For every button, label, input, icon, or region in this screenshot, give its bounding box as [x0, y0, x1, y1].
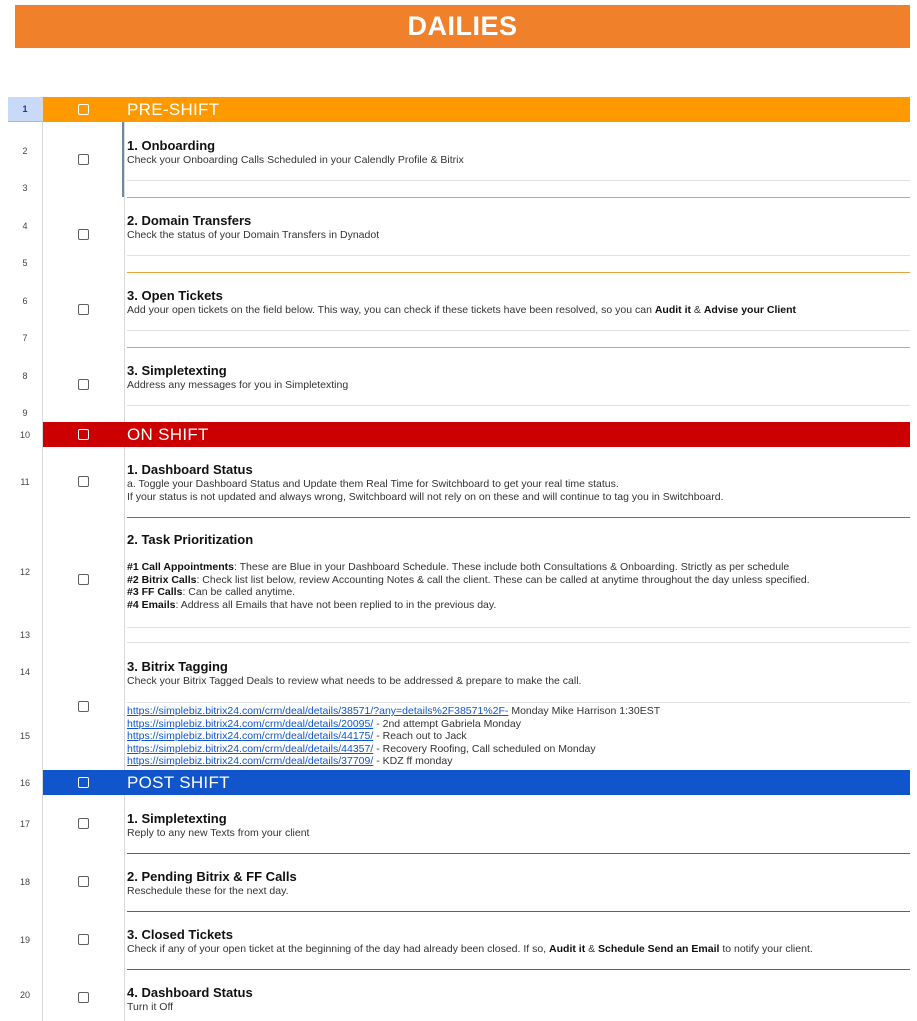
section-pre-shift-checkbox[interactable]	[78, 104, 89, 115]
deal-link-row: https://simplebiz.bitrix24.com/crm/deal/details/44357/ - Recovery Roofing, Call scheduled on Monday	[127, 743, 596, 755]
selected-cell-border	[122, 122, 124, 197]
item-title: 3. Closed Tickets	[127, 927, 233, 942]
deal-link-row: https://simplebiz.bitrix24.com/crm/deal/details/44175/ - Reach out to Jack	[127, 730, 467, 742]
item-description: Reschedule these for the next day.	[127, 885, 289, 897]
item-title: 2. Task Prioritization	[127, 532, 254, 547]
deal-link-row: https://simplebiz.bitrix24.com/crm/deal/details/20095/ - 2nd attempt Gabriela Monday	[127, 718, 521, 730]
deal-link[interactable]: https://simplebiz.bitrix24.com/crm/deal/details/44357/	[127, 743, 374, 755]
row-divider	[127, 405, 910, 406]
row-divider	[127, 330, 910, 331]
task-prioritization-checkbox[interactable]	[78, 574, 89, 585]
item-description: Check if any of your open ticket at the beginning of the day had already been closed. If so, Audit it & Schedule Send an Email to notify your client.	[127, 943, 813, 955]
item-title: 3. Bitrix Tagging	[127, 659, 228, 674]
row-divider	[127, 517, 910, 518]
item-title: 1. Simpletexting	[127, 811, 227, 826]
row-header-6[interactable]: 6	[8, 272, 43, 329]
row-header-20[interactable]: 20	[8, 969, 43, 1021]
item-title: 1. Onboarding	[127, 138, 216, 153]
section-pre-shift-label: PRE-SHIFT	[127, 99, 220, 119]
section-on-shift	[43, 422, 910, 447]
row-divider	[127, 180, 910, 181]
row-header-5[interactable]: 5	[8, 254, 43, 272]
item-title: 3. Simpletexting	[127, 363, 227, 378]
priority-line: #2 Bitrix Calls: Check list list below, review Accounting Notes & call the client. These can be called at anytime throughout the day unless specified.	[127, 574, 810, 586]
item-description: Check the status of your Domain Transfers in Dynadot	[127, 229, 380, 241]
section-pre-shift	[43, 97, 910, 122]
item-description: a. Toggle your Dashboard Status and Update them Real Time for Switchboard to get your real time status.	[127, 478, 619, 490]
pending-calls-checkbox[interactable]	[78, 876, 89, 887]
item-description: Check your Onboarding Calls Scheduled in your Calendly Profile & Bitrix	[127, 154, 464, 166]
deal-link-row: https://simplebiz.bitrix24.com/crm/deal/details/37709/ - KDZ ff monday	[127, 755, 453, 767]
row-divider	[127, 702, 910, 703]
item-description: Reply to any new Texts from your client	[127, 827, 310, 839]
simpletexting-checkbox[interactable]	[78, 379, 89, 390]
row-header-15[interactable]: 15	[8, 702, 43, 770]
section-on-shift-label: ON SHIFT	[127, 424, 209, 444]
item-title: 3. Open Tickets	[127, 288, 223, 303]
row-divider	[127, 642, 910, 643]
row-header-7[interactable]: 7	[8, 329, 43, 347]
row-divider	[127, 853, 910, 854]
open-tickets-checkbox[interactable]	[78, 304, 89, 315]
row-header-18[interactable]: 18	[8, 853, 43, 911]
checkbox-column	[43, 122, 125, 422]
row-header-3[interactable]: 3	[8, 179, 43, 197]
deal-link[interactable]: https://simplebiz.bitrix24.com/crm/deal/details/37709/	[127, 755, 374, 767]
priority-line: #1 Call Appointments: These are Blue in your Dashboard Schedule. These include both Consultations & Onboarding. Strictly as per schedule	[127, 561, 790, 573]
row-divider	[127, 197, 910, 198]
priority-line: #4 Emails: Address all Emails that have not been replied to in the previous day.	[127, 599, 497, 611]
item-title: 4. Dashboard Status	[127, 985, 253, 1000]
item-title: 2. Pending Bitrix & FF Calls	[127, 869, 297, 884]
section-post-shift-checkbox[interactable]	[78, 777, 89, 788]
row-header-14[interactable]: 14	[8, 642, 43, 702]
row-header-2[interactable]: 2	[8, 122, 43, 179]
post-simpletexting-checkbox[interactable]	[78, 818, 89, 829]
row-header-19[interactable]: 19	[8, 911, 43, 969]
item-description: Check your Bitrix Tagged Deals to review what needs to be addressed & prepare to make the call.	[127, 675, 582, 687]
row-header-8[interactable]: 8	[8, 347, 43, 404]
row-header-1[interactable]: 1	[8, 97, 43, 122]
item-description: If your status is not updated and always wrong, Switchboard will not rely on on these and will continue to tag you in Switchboard.	[127, 491, 724, 503]
row-header-17[interactable]: 17	[8, 795, 43, 853]
section-post-shift	[43, 770, 910, 795]
row-divider	[127, 347, 910, 348]
row-header-11[interactable]: 11	[8, 447, 43, 517]
checkbox-column	[43, 447, 125, 770]
page-banner	[15, 5, 910, 48]
deal-link[interactable]: https://simplebiz.bitrix24.com/crm/deal/details/44175/	[127, 730, 374, 742]
section-on-shift-checkbox[interactable]	[78, 429, 89, 440]
row-divider	[127, 911, 910, 912]
dashboard-status-checkbox[interactable]	[78, 476, 89, 487]
row-divider	[127, 627, 910, 628]
row-header-12[interactable]: 12	[8, 517, 43, 627]
deal-link[interactable]: https://simplebiz.bitrix24.com/crm/deal/details/20095/	[127, 718, 374, 730]
priority-line: #3 FF Calls: Can be called anytime.	[127, 586, 296, 598]
row-header-13[interactable]: 13	[8, 627, 43, 642]
item-title: 2. Domain Transfers	[127, 213, 252, 228]
row-header-9[interactable]: 9	[8, 404, 43, 422]
row-header-4[interactable]: 4	[8, 197, 43, 254]
section-post-shift-label: POST SHIFT	[127, 772, 230, 792]
post-dashboard-status-checkbox[interactable]	[78, 992, 89, 1003]
closed-tickets-checkbox[interactable]	[78, 934, 89, 945]
row-divider	[127, 255, 910, 256]
page-title: DAILIES	[407, 11, 518, 41]
row-header-10[interactable]: 10	[8, 422, 43, 447]
domain-transfers-checkbox[interactable]	[78, 229, 89, 240]
item-title: 1. Dashboard Status	[127, 462, 253, 477]
item-description: Add your open tickets on the field below. This way, you can check if these tickets have been resolved, so you can Audit it & Advise your Client	[127, 304, 797, 316]
item-description: Turn it Off	[127, 1001, 174, 1013]
item-description: Address any messages for you in Simpletexting	[127, 379, 349, 391]
row-divider	[127, 969, 910, 970]
bitrix-tagging-checkbox[interactable]	[78, 701, 89, 712]
deal-link[interactable]: https://simplebiz.bitrix24.com/crm/deal/details/38571/?any=details%2F38571%2F-	[127, 705, 509, 717]
deal-link-row: https://simplebiz.bitrix24.com/crm/deal/details/38571/?any=details%2F38571%2F- Monday Mike Harrison 1:30EST	[127, 705, 661, 717]
row-header-16[interactable]: 16	[8, 770, 43, 795]
row-divider	[127, 272, 910, 273]
onboarding-checkbox[interactable]	[78, 154, 89, 165]
